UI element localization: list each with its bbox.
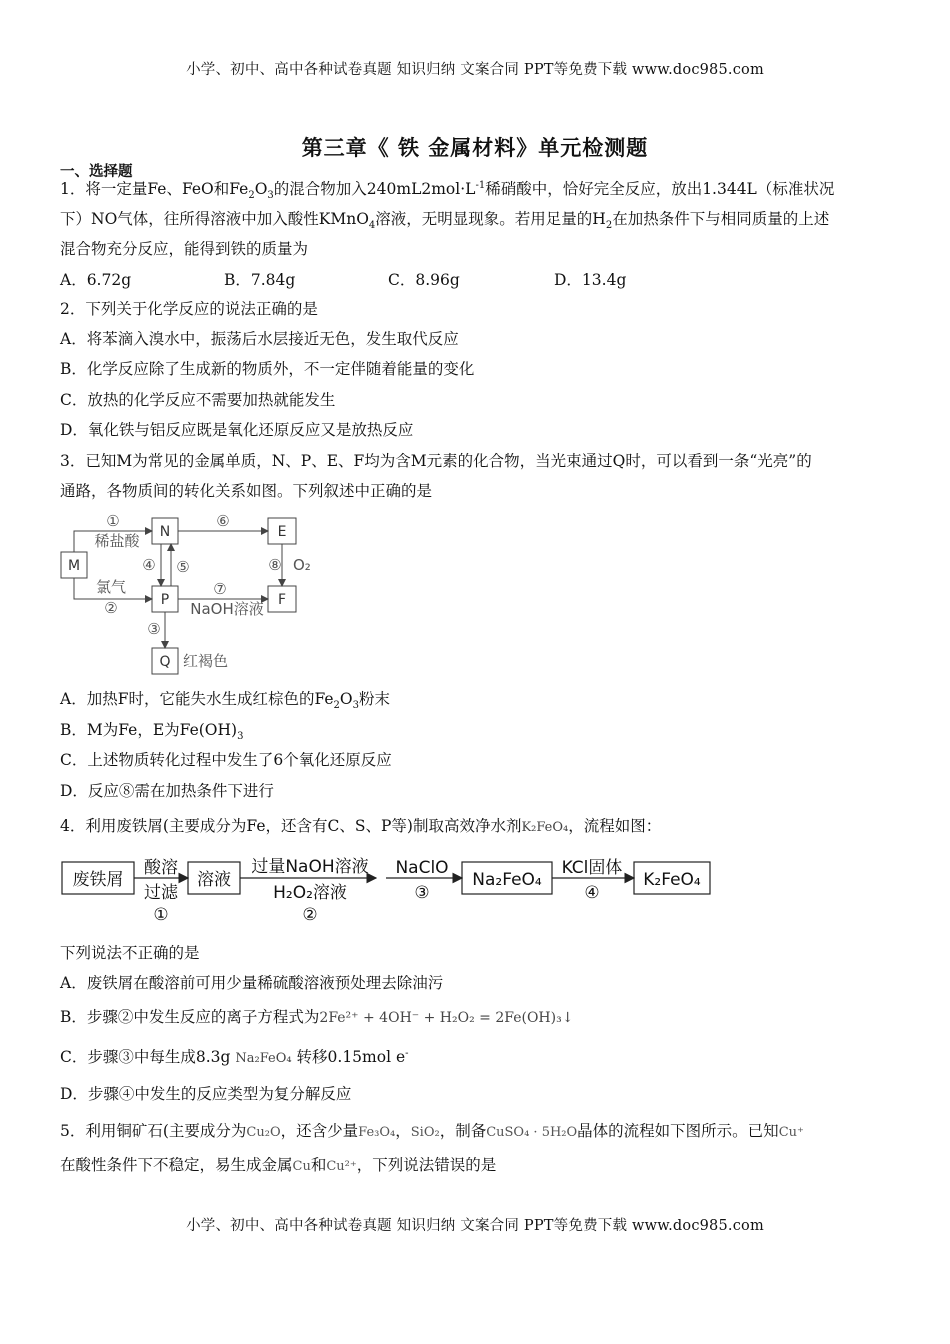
- reaction-3: ③: [147, 620, 161, 638]
- step-1-bottom: 过滤: [144, 883, 178, 903]
- label-m: M: [67, 558, 81, 574]
- q1-line3: 混合物充分反应，能得到铁的质量为: [60, 240, 309, 258]
- q3-conversion-diagram: [55, 508, 315, 680]
- page-footer: 小学、初中、高中各种试卷真题 知识归纳 文案合同 PPT等免费下载 www.doc985.com: [186, 1218, 764, 1234]
- flow-box-2-text: 溶液: [197, 870, 231, 890]
- reaction-2: ②: [104, 599, 118, 617]
- q1-option-a: A．6.72g: [60, 271, 132, 289]
- reaction-2-label: 氯气: [95, 578, 127, 596]
- flow-box-3-text: Na₂FeO₄: [472, 870, 542, 890]
- reaction-3-label: 红褐色: [183, 652, 229, 670]
- q2-option-d: D．氧化铁与铝反应既是氧化还原反应又是放热反应: [60, 421, 414, 439]
- q1-options: [60, 268, 860, 290]
- q3-option-b: B．M为Fe，E为$Fe(OH)_3$: [60, 721, 244, 743]
- page-header: 小学、初中、高中各种试卷真题 知识归纳 文案合同 PPT等免费下载 www.doc985.com: [186, 62, 764, 78]
- step-3-number: ③: [414, 883, 430, 903]
- section-heading: 一、选择题: [60, 163, 133, 180]
- q4-option-b-equation: 2Fe²⁺ + 4OH⁻ + H₂O₂ = 2Fe(OH)₃↓: [319, 1010, 574, 1026]
- reaction-7-label: NaOH溶液: [190, 600, 264, 618]
- step-1-top: 酸溶: [144, 858, 178, 878]
- q2-option-b: B．化学反应除了生成新的物质外，不一定伴随着能量的变化: [60, 360, 475, 378]
- step-4-number: ④: [584, 883, 600, 903]
- q4-stem: 4．利用废铁屑(主要成分为Fe，还含有C、S、P等)制取高效净水剂K₂FeO₄，流程如图：: [60, 817, 662, 835]
- flow-box-4-text: K₂FeO₄: [643, 870, 701, 890]
- q1-line1: 1．将一定量Fe、FeO和$Fe_2O_3$的混合物加入$240mL2mol\cdot L^{-1}$稀硝酸中，恰好完全反应，放出1.344L（标准状况: [60, 179, 835, 202]
- label-f: F: [277, 592, 287, 608]
- reaction-1: ①: [106, 512, 120, 530]
- reaction-4: ④: [142, 556, 156, 574]
- label-n: N: [159, 524, 171, 540]
- q3-option-c: C．上述物质转化过程中发生了6个氧化还原反应: [60, 751, 392, 769]
- step-2-bottom: H₂O₂溶液: [273, 883, 347, 903]
- label-q: Q: [159, 654, 171, 670]
- q5-line1: 5．利用铜矿石(主要成分为Cu₂O，还含少量Fe₃O₄，SiO₂，制备CuSO₄ · 5H₂O晶体的流程如下图所示。已知Cu⁺: [60, 1122, 804, 1140]
- q4-option-b: B．步骤②中发生反应的离子方程式为2Fe²⁺ + 4OH⁻ + H₂O₂ = 2Fe(OH)₃↓: [60, 1008, 574, 1026]
- q4-option-a: A．废铁屑在酸溶前可用少量稀硫酸溶液预处理去除油污: [60, 974, 444, 992]
- q2-stem: 2．下列关于化学反应的说法正确的是: [60, 300, 318, 318]
- flow-box-1-text: 废铁屑: [72, 870, 124, 890]
- q5-line2: 在酸性条件下不稳定，易生成金属Cu和Cu²⁺，下列说法错误的是: [60, 1156, 497, 1174]
- label-e: E: [277, 524, 287, 540]
- q3-line2: 通路，各物质间的转化关系如图。下列叙述中正确的是: [60, 482, 433, 500]
- q3-option-a: A．加热F时，它能失水生成红棕色的$Fe_2O_3$粉末: [60, 690, 391, 712]
- step-2-top: 过量NaOH溶液: [251, 857, 369, 877]
- q4-ask: 下列说法不正确的是: [60, 944, 200, 962]
- reaction-8: ⑧: [268, 556, 282, 574]
- step-3-top: NaClO: [395, 858, 449, 878]
- q4-flow-diagram: [58, 848, 718, 930]
- step-1-number: ①: [153, 905, 169, 925]
- q1-option-d: D．13.4g: [554, 271, 627, 289]
- q4-option-c: C．步骤③中每生成8.3g Na₂FeO₄ 转移0.15mol e-: [60, 1047, 409, 1066]
- q1-option-b: B．7.84g: [224, 271, 296, 289]
- reaction-6: ⑥: [216, 512, 230, 530]
- reaction-7: ⑦: [213, 580, 227, 598]
- label-p: P: [160, 592, 170, 608]
- reaction-8-label: O₂: [293, 556, 311, 574]
- q1-option-c: C．8.96g: [388, 271, 460, 289]
- reaction-5: ⑤: [176, 558, 190, 576]
- step-4-top: KCl固体: [561, 858, 623, 878]
- q4-option-d: D．步骤④中发生的反应类型为复分解反应: [60, 1085, 352, 1103]
- q2-option-c: C．放热的化学反应不需要加热就能发生: [60, 391, 336, 409]
- step-2-number: ②: [302, 905, 318, 925]
- reaction-1-label: 稀盐酸: [94, 532, 140, 550]
- q3-line1: 3．已知M为常见的金属单质，N、P、E、F均为含M元素的化合物，当光束通过Q时，可以看到一条“光亮”的: [60, 452, 812, 470]
- q1-line2: 下）NO气体，往所得溶液中加入酸性KMnO$_4$溶液，无明显现象。若用足量的$H_2$在加热条件下与相同质量的上述: [60, 210, 830, 232]
- q2-option-a: A．将苯滴入溴水中，振荡后水层接近无色，发生取代反应: [60, 330, 459, 348]
- q3-option-d: D．反应⑧需在加热条件下进行: [60, 782, 274, 800]
- page-title: 第三章《 铁 金属材料》单元检测题: [301, 135, 649, 160]
